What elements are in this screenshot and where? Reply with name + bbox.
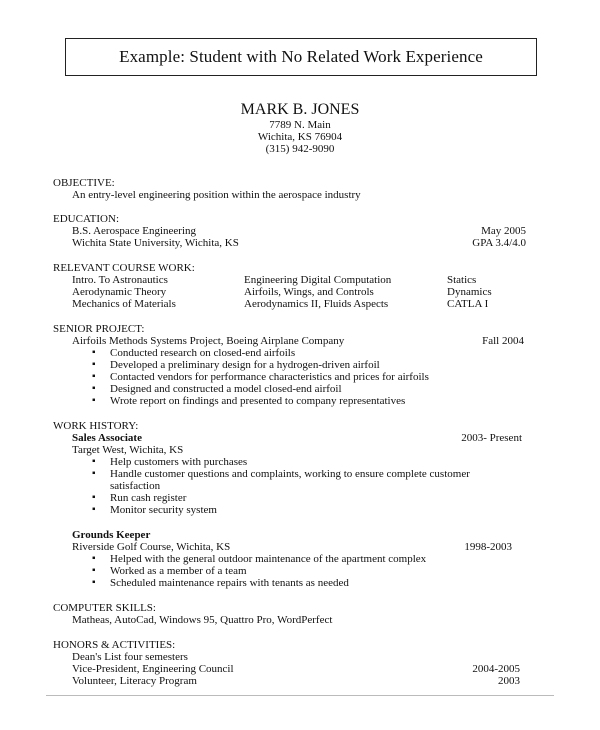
course-item: CATLA I (447, 298, 489, 310)
course-item: Aerodynamics II, Fluids Aspects (244, 298, 389, 310)
work-history-heading: WORK HISTORY: (53, 420, 139, 432)
honor-date: 2003 (498, 675, 520, 687)
course-item: Mechanics of Materials (72, 298, 176, 310)
document-title-box (65, 38, 537, 76)
education-degree: B.S. Aerospace Engineering (72, 225, 197, 237)
bullet-icon: ▪ (92, 371, 96, 382)
bullet-icon: ▪ (92, 347, 96, 358)
course-item: Airfoils, Wings, and Controls (244, 286, 374, 298)
job-bullet: Run cash register (110, 492, 187, 504)
computer-skills-text: Matheas, AutoCad, Windows 95, Quattro Pro, WordPerfect (72, 614, 333, 626)
job-dates: 1998-2003 (464, 541, 512, 553)
bullet-icon: ▪ (92, 492, 96, 503)
senior-project-heading: SENIOR PROJECT: (53, 323, 145, 335)
bullet-icon: ▪ (92, 383, 96, 394)
city-line: Wichita, KS 76904 (257, 131, 343, 143)
project-bullet: Contacted vendors for performance characteristics and prices for airfoils (110, 371, 429, 383)
education-school: Wichita State University, Wichita, KS (72, 237, 239, 249)
project-bullet: Wrote report on findings and presented to company representatives (110, 395, 406, 407)
honor-date: 2004-2005 (472, 663, 520, 675)
project-bullet: Designed and constructed a model closed-end airfoil (110, 383, 342, 395)
bullet-icon: ▪ (92, 456, 96, 467)
job-bullet-continuation: satisfaction (110, 480, 161, 492)
job-dates: 2003- Present (461, 432, 522, 444)
job-bullet: Handle customer questions and complaints, working to ensure complete customer (110, 468, 470, 480)
objective-heading: OBJECTIVE: (53, 177, 115, 189)
education-heading: EDUCATION: (53, 213, 119, 225)
bullet-icon: ▪ (92, 504, 96, 515)
honor-item: Dean's List four semesters (72, 651, 188, 663)
course-item: Engineering Digital Computation (244, 274, 392, 286)
job-employer: Riverside Golf Course, Wichita, KS (72, 541, 231, 553)
address-line: 7789 N. Main (269, 119, 331, 131)
honor-item: Volunteer, Literacy Program (72, 675, 197, 687)
senior-project-title: Airfoils Methods Systems Project, Boeing Airplane Company (72, 335, 345, 347)
job-title: Sales Associate (72, 432, 142, 444)
course-item: Aerodynamic Theory (72, 286, 167, 298)
job-bullet: Scheduled maintenance repairs with tenants as needed (110, 577, 349, 589)
bullet-icon: ▪ (92, 468, 96, 479)
job-bullet: Help customers with purchases (110, 456, 248, 468)
bullet-icon: ▪ (92, 395, 96, 406)
senior-project-date: Fall 2004 (482, 335, 524, 347)
education-gpa: GPA 3.4/4.0 (472, 237, 526, 249)
course-item: Dynamics (447, 286, 492, 298)
bullet-icon: ▪ (92, 577, 96, 588)
course-item: Intro. To Astronautics (72, 274, 168, 286)
education-date: May 2005 (481, 225, 526, 237)
phone-line: (315) 942-9090 (265, 143, 335, 155)
course-item: Statics (447, 274, 477, 286)
page-bottom-rule (46, 695, 554, 696)
document-title: Example: Student with No Related Work Experience (119, 47, 483, 66)
bullet-icon: ▪ (92, 553, 96, 564)
computer-skills-heading: COMPUTER SKILLS: (53, 602, 156, 614)
job-title: Grounds Keeper (72, 529, 151, 541)
job-bullet: Monitor security system (110, 504, 217, 516)
coursework-heading: RELEVANT COURSE WORK: (53, 262, 195, 274)
job-employer: Target West, Wichita, KS (72, 444, 184, 456)
applicant-name: MARK B. JONES (240, 101, 360, 118)
project-bullet: Developed a preliminary design for a hydrogen-driven airfoil (110, 359, 380, 371)
job-bullet: Helped with the general outdoor maintenance of the apartment complex (110, 553, 427, 565)
project-bullet: Conducted research on closed-end airfoils (110, 347, 296, 359)
honor-item: Vice-President, Engineering Council (72, 663, 234, 675)
bullet-icon: ▪ (92, 565, 96, 576)
job-bullet: Worked as a member of a team (110, 565, 247, 577)
objective-text: An entry-level engineering position within the aerospace industry (72, 189, 361, 201)
honors-heading: HONORS & ACTIVITIES: (53, 639, 176, 651)
bullet-icon: ▪ (92, 359, 96, 370)
